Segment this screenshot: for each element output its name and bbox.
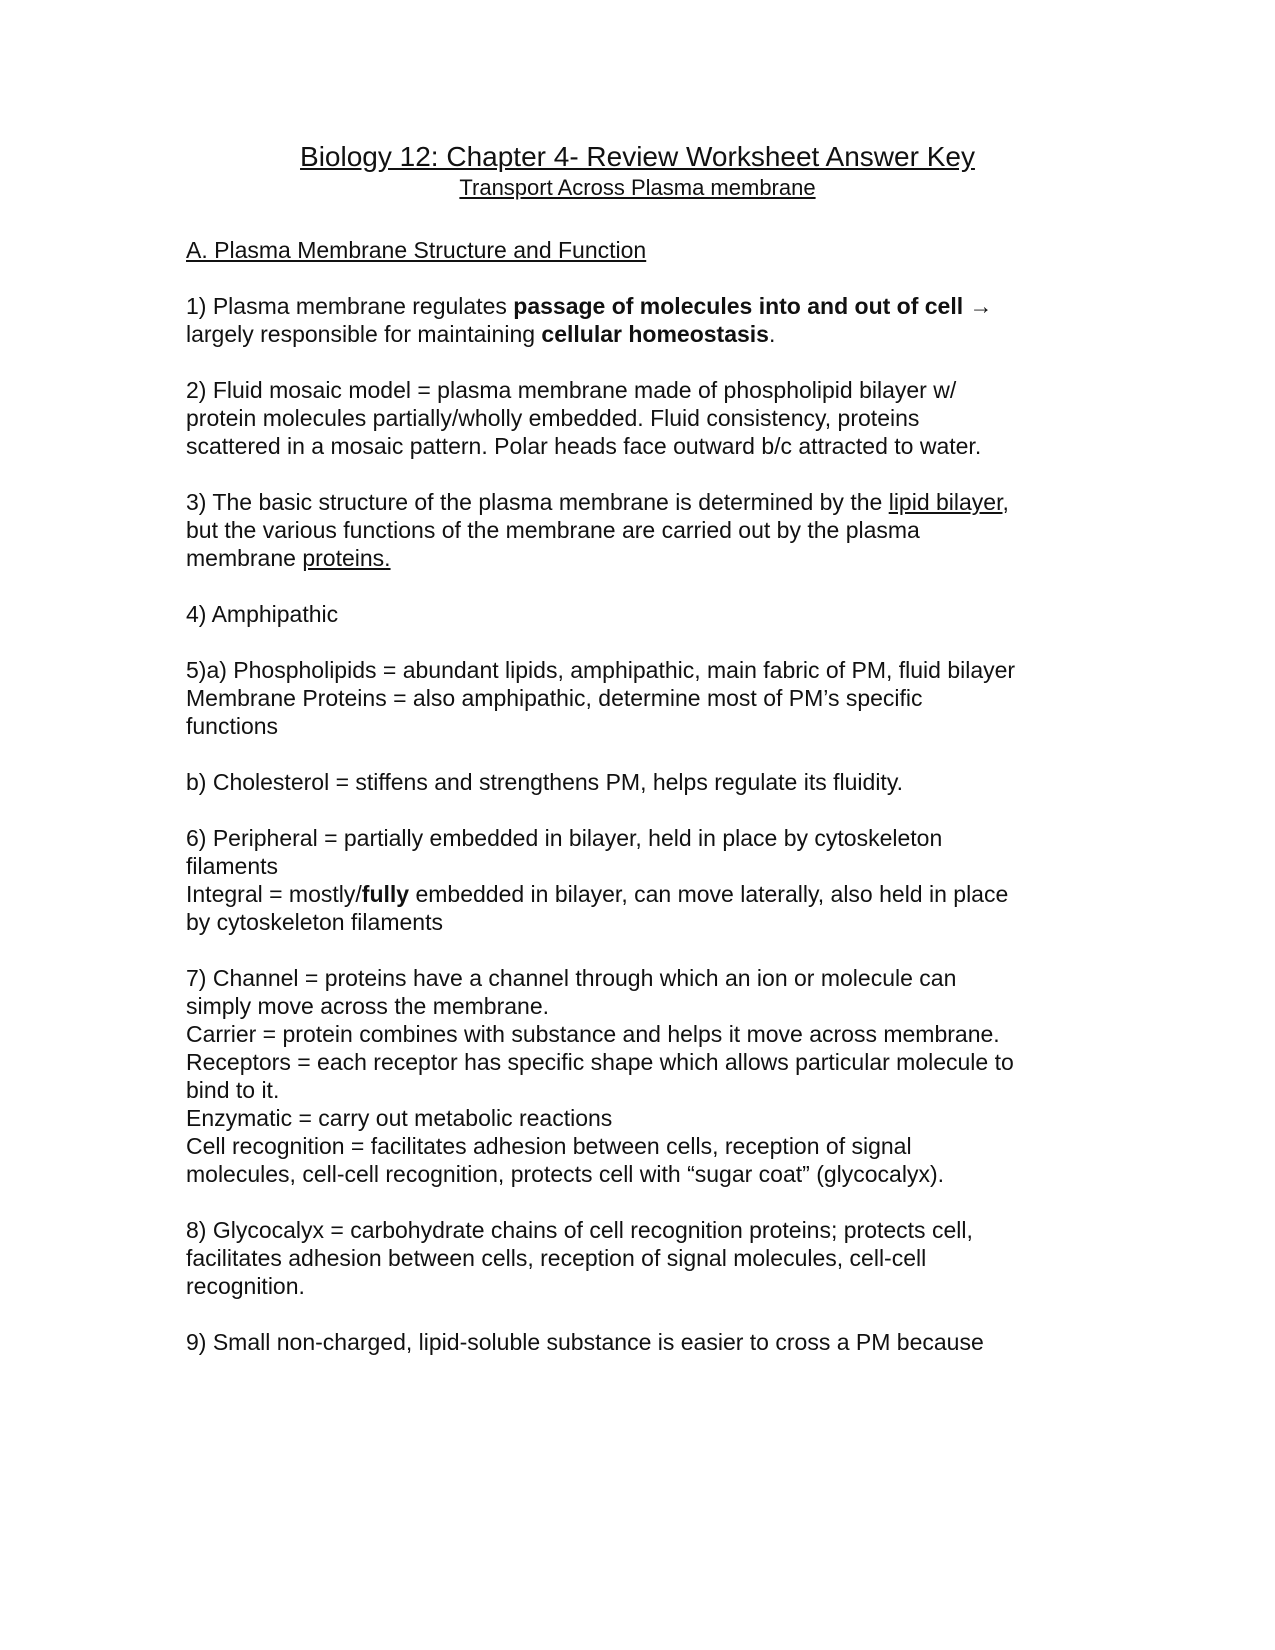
document-header [0, 140, 1275, 202]
answer-5b-text: b) Cholesterol = stiffens and strengthens PM, helps regulate its fluidity. [186, 769, 903, 795]
answer-7-line: molecules, cell-cell recognition, protects cell with “sugar coat” (glycocalyx). [186, 1161, 945, 1187]
answer-1-key-term-homeostasis: cellular homeostasis [541, 321, 769, 347]
answer-8 [186, 1216, 1086, 1300]
answer-2-line: 2) Fluid mosaic model = plasma membrane made of phospholipid bilayer w/ [186, 377, 957, 403]
answer-1-key-term-passage: passage of molecules into and out of cell [513, 293, 964, 319]
section-a-heading [186, 236, 1086, 264]
document-subtitle: Transport Across Plasma membrane [459, 175, 816, 200]
arrow-icon: → [963, 293, 993, 319]
answer-3 [186, 488, 1086, 572]
answer-1-line-2 [186, 320, 1086, 348]
answer-5a [186, 656, 1086, 740]
answer-7-line: simply move across the membrane. [186, 993, 550, 1019]
answer-5a-line: functions [186, 713, 279, 739]
answer-1-line-2-prefix: largely responsible for maintaining [186, 321, 542, 347]
answer-7 [186, 964, 1086, 1188]
answer-5b [186, 768, 1086, 796]
answer-8-line: 8) Glycocalyx = carbohydrate chains of cell recognition proteins; protects cell, [186, 1217, 973, 1243]
answer-3-comma: , [1002, 489, 1009, 515]
answer-7-line: Cell recognition = facilitates adhesion between cells, reception of signal [186, 1133, 912, 1159]
answer-2 [186, 376, 1086, 460]
answer-8-line: facilitates adhesion between cells, reception of signal molecules, cell-cell [186, 1245, 927, 1271]
answer-6 [186, 824, 1086, 936]
answer-key-body [186, 236, 1086, 1384]
answer-7-line: Enzymatic = carry out metabolic reactions [186, 1105, 613, 1131]
answer-3-line-2: but the various functions of the membrane are carried out by the plasma [186, 517, 920, 543]
answer-6-line-3 [186, 880, 1086, 908]
answer-3-prefix: 3) The basic structure of the plasma membrane is determined by the [186, 489, 889, 515]
answer-9-text: 9) Small non-charged, lipid-soluble substance is easier to cross a PM because [186, 1329, 984, 1355]
answer-4-text: 4) Amphipathic [186, 601, 339, 627]
document-title: Biology 12: Chapter 4- Review Worksheet Answer Key [300, 141, 975, 172]
answer-7-line: Receptors = each receptor has specific shape which allows particular molecule to [186, 1049, 1014, 1075]
answer-2-line: protein molecules partially/wholly embedded. Fluid consistency, proteins [186, 405, 920, 431]
answer-4 [186, 600, 1086, 628]
answer-9 [186, 1328, 1086, 1356]
answer-7-line: Carrier = protein combines with substance and helps it move across membrane. [186, 1021, 1000, 1047]
answer-5a-line: 5)a) Phospholipids = abundant lipids, amphipathic, main fabric of PM, fluid bilayer [186, 657, 1016, 683]
answer-2-line: scattered in a mosaic pattern. Polar heads face outward b/c attracted to water. [186, 433, 982, 459]
section-heading-text: A. Plasma Membrane Structure and Function [186, 237, 647, 263]
answer-1 [186, 292, 1086, 348]
answer-1-prefix: 1) Plasma membrane regulates [186, 293, 514, 319]
answer-3-line-1 [186, 488, 1086, 516]
answer-3-term-lipid-bilayer: lipid bilayer [888, 489, 1003, 515]
answer-6-line-4: by cytoskeleton filaments [186, 909, 443, 935]
answer-6-term-fully: fully [361, 881, 410, 907]
answer-7-line: bind to it. [186, 1077, 280, 1103]
answer-5a-line: Membrane Proteins = also amphipathic, determine most of PM’s specific [186, 685, 923, 711]
answer-7-line: 7) Channel = proteins have a channel through which an ion or molecule can [186, 965, 957, 991]
answer-3-line-3 [186, 544, 1086, 572]
answer-6-line-1: 6) Peripheral = partially embedded in bilayer, held in place by cytoskeleton [186, 825, 943, 851]
answer-1-line-1 [186, 292, 1086, 320]
answer-8-line: recognition. [186, 1273, 305, 1299]
answer-1-line-2-suffix: . [768, 321, 776, 347]
answer-3-line-3-prefix: membrane [186, 545, 303, 571]
answer-6-line-2: filaments [186, 853, 279, 879]
answer-6-integral-prefix: Integral = mostly/ [186, 881, 362, 907]
answer-3-term-proteins: proteins. [302, 545, 391, 571]
answer-6-integral-suffix: embedded in bilayer, can move laterally, also held in place [409, 881, 1009, 907]
